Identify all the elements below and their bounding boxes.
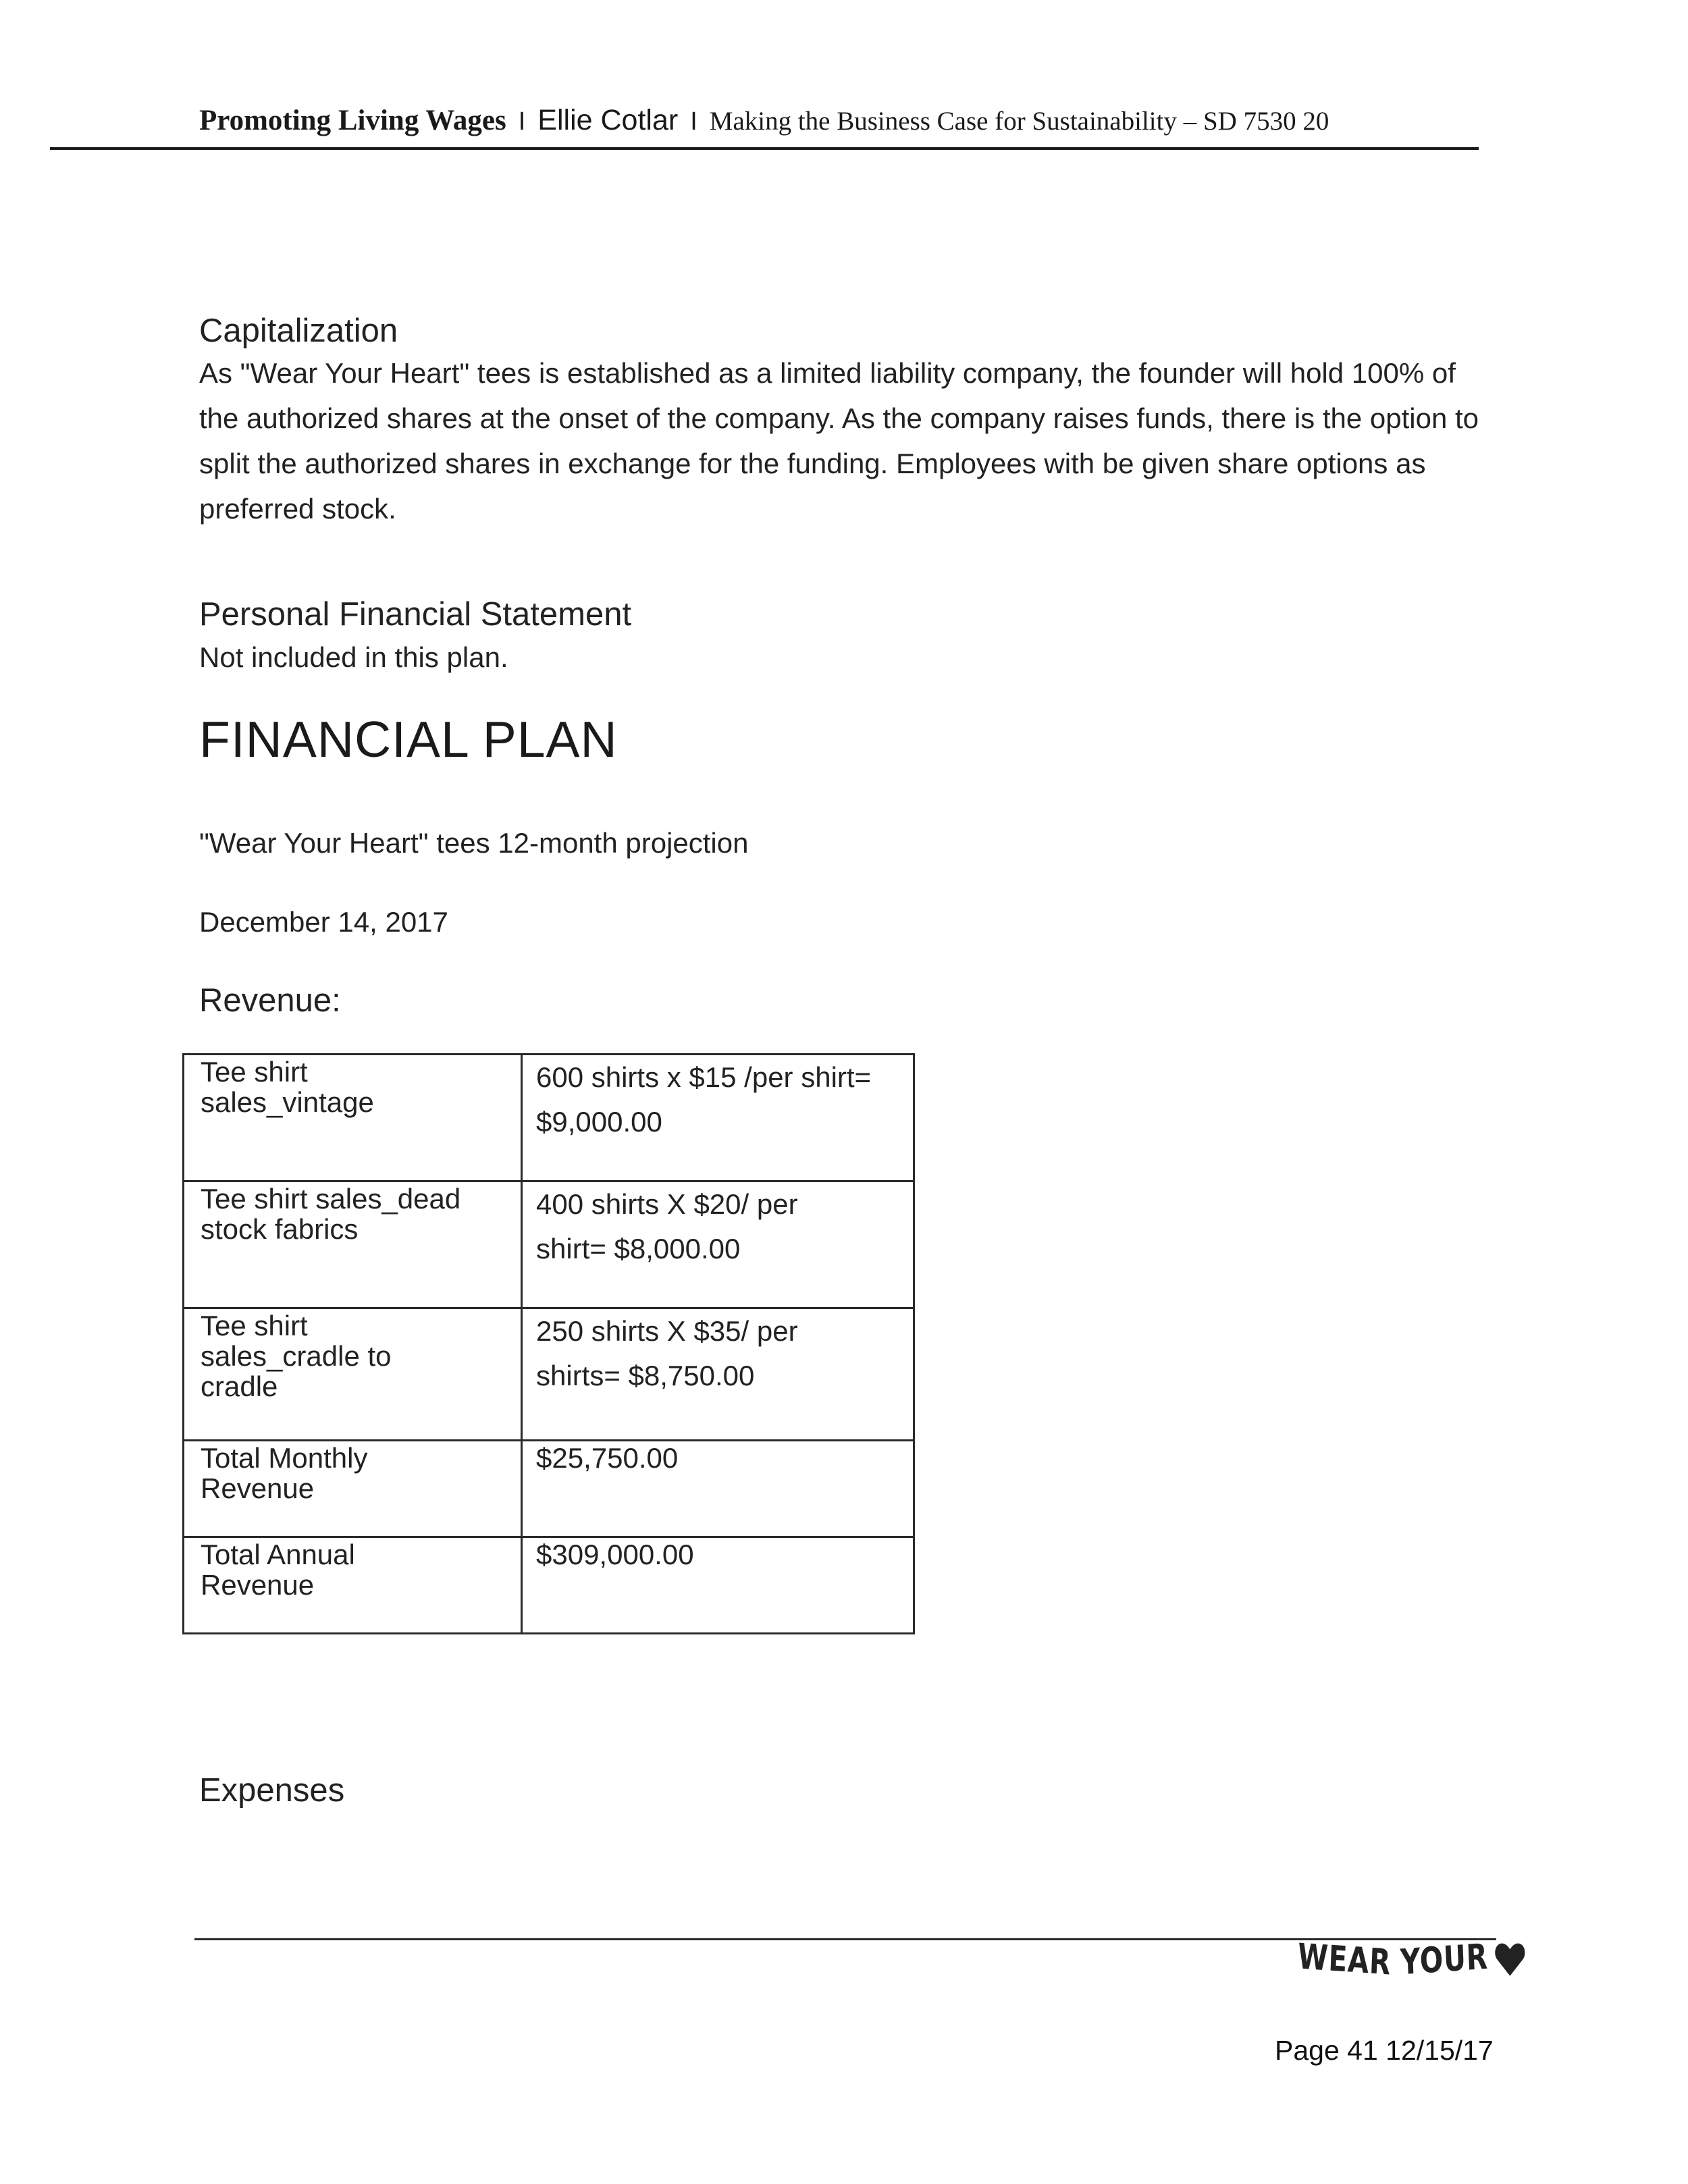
revenue-table: [182, 1053, 915, 1634]
revenue-label: Total Annual Revenue: [184, 1537, 522, 1634]
table-row: [184, 1441, 914, 1537]
revenue-value: $309,000.00: [522, 1537, 914, 1634]
financial-plan-heading: FINANCIAL PLAN: [199, 711, 618, 768]
revenue-label: Tee shirt sales_cradle to cradle: [184, 1308, 522, 1441]
plan-date: December 14, 2017: [199, 906, 448, 938]
header-separator: I: [518, 107, 526, 136]
revenue-value: 250 shirts X $35/ per shirts= $8,750.00: [522, 1308, 914, 1441]
table-row: [184, 1055, 914, 1181]
page-header: [199, 100, 1329, 142]
projection-subtitle: "Wear Your Heart" tees 12-month projection: [199, 827, 749, 859]
heart-icon: [1494, 1942, 1526, 1977]
header-title: Promoting Living Wages: [199, 105, 506, 136]
header-author: Ellie Cotlar: [537, 104, 679, 136]
capitalization-paragraph: As "Wear Your Heart" tees is established as a limited liability company, the founder will hold 100% of the authorized shares at the onset of the company. As the company raises funds, there is the option to split the authorized shares in exchange for the funding. Employees with be given share options as preferred stock.: [199, 357, 1479, 525]
header-rule: [50, 147, 1479, 150]
header-course: Making the Business Case for Sustainability – SD 7530 20: [709, 107, 1329, 136]
header-separator: I: [690, 107, 697, 136]
page-number: Page 41 12/15/17: [1275, 2035, 1494, 2066]
personal-statement-heading: Personal Financial Statement: [199, 596, 632, 633]
revenue-label: Total Monthly Revenue: [184, 1441, 522, 1537]
revenue-value: 600 shirts x $15 /per shirt= $9,000.00: [522, 1055, 914, 1181]
table-row: [184, 1308, 914, 1441]
revenue-value: 400 shirts X $20/ per shirt= $8,000.00: [522, 1181, 914, 1308]
logo-word: YOUR: [1400, 1936, 1489, 1983]
revenue-label: Tee shirt sales_dead stock fabrics: [184, 1181, 522, 1308]
logo-word: WEAR: [1296, 1936, 1392, 1983]
table-row: [184, 1181, 914, 1308]
expenses-heading: Expenses: [199, 1772, 345, 1809]
revenue-heading: Revenue:: [199, 982, 341, 1019]
personal-statement-text: Not included in this plan.: [199, 641, 508, 673]
capitalization-heading: Capitalization: [199, 313, 398, 349]
table-row: [184, 1537, 914, 1634]
revenue-value: $25,750.00: [522, 1441, 914, 1537]
revenue-label: Tee shirt sales_vintage: [184, 1055, 522, 1181]
brand-logo: [1296, 1936, 1526, 1983]
